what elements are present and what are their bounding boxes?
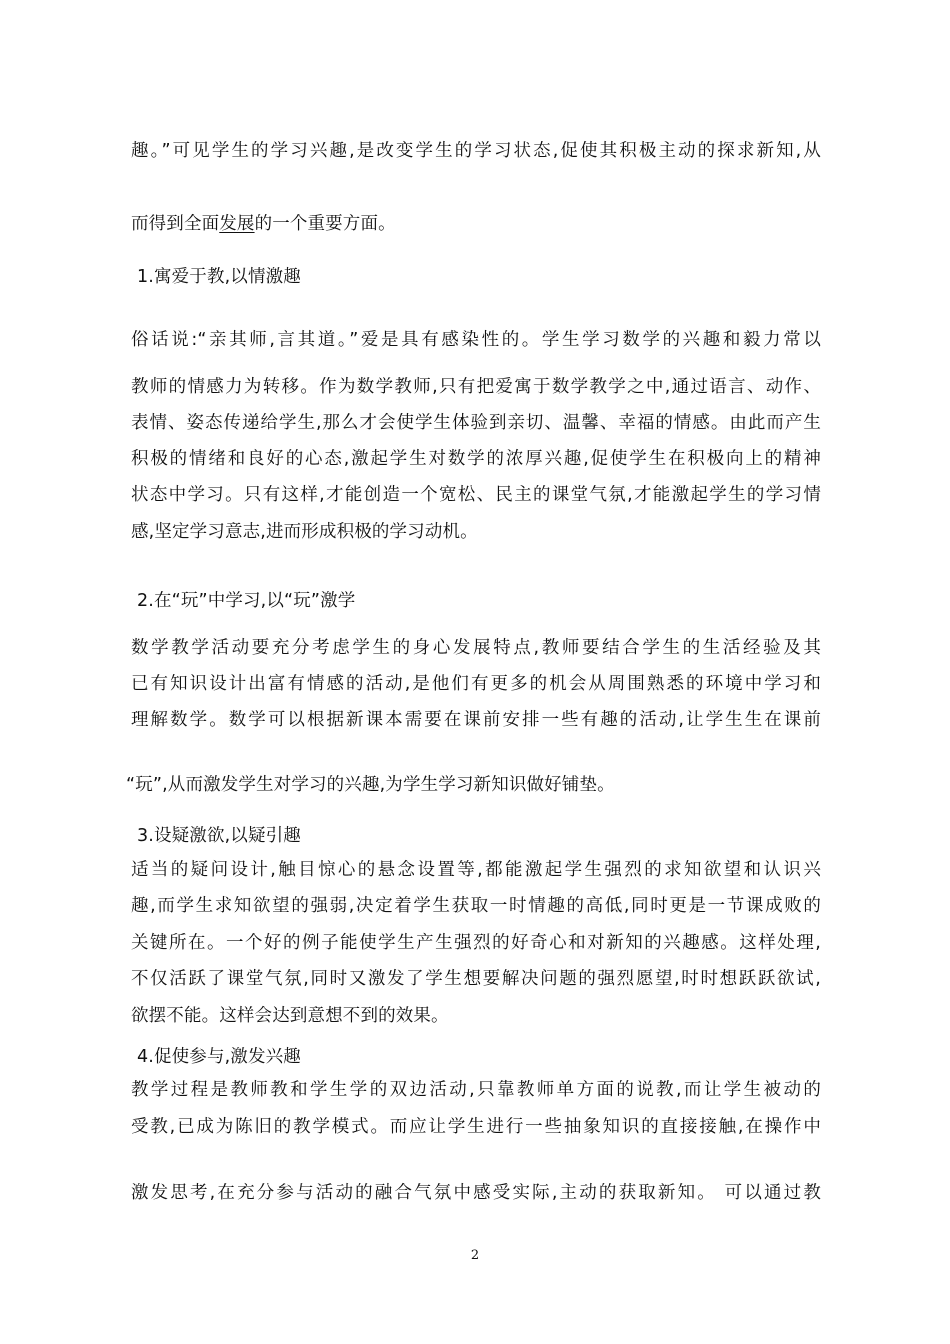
text-line: 关键所在。一个好的例子能使学生产生强烈的好奇心和对新知的兴趣感。这样处理, xyxy=(131,933,821,953)
section-heading-2: 2.在“玩”中学习,以“玩”激学 xyxy=(137,591,356,611)
text-line: 数学教学活动要充分考虑学生的身心发展特点,教师要结合学生的生活经验及其 xyxy=(131,638,821,658)
text-line: 适当的疑问设计,触目惊心的悬念设置等,都能激起学生强烈的求知欲望和认识兴 xyxy=(131,860,821,880)
text-line: 理解数学。数学可以根据新课本需要在课前安排一些有趣的活动,让学生生在课前 xyxy=(131,710,821,730)
text-line: 俗话说:“亲其师,言其道。”爱是具有感染性的。学生学习数学的兴趣和毅力常以 xyxy=(131,330,821,350)
section-heading-3: 3.设疑激欲,以疑引趣 xyxy=(137,826,301,846)
underlined-word: 发展 xyxy=(219,214,255,234)
text-line: 不仅活跃了课堂气氛,同时又激发了学生想要解决问题的强烈愿望,时时想跃跃欲试, xyxy=(131,969,821,989)
text-line: 激发思考,在充分参与活动的融合气氛中感受实际,主动的获取新知。 可以通过教 xyxy=(131,1183,821,1203)
section-heading-1: 1.寓爱于教,以情激趣 xyxy=(137,267,301,287)
text-line xyxy=(131,212,396,236)
text-line: 感,坚定学习意志,进而形成积极的学习动机。 xyxy=(131,522,478,542)
text-line: 已有知识设计出富有情感的活动,是他们有更多的机会从周围熟悉的环境中学习和 xyxy=(131,674,821,694)
text-line: 教学过程是教师教和学生学的双边活动,只靠教师单方面的说教,而让学生被动的 xyxy=(131,1080,821,1100)
section-heading-4: 4.促使参与,激发兴趣 xyxy=(137,1047,301,1067)
text-line: 表情、姿态传递给学生,那么才会使学生体验到亲切、温馨、幸福的情感。由此而产生 xyxy=(131,413,821,433)
text-line: “玩”,从而激发学生对学习的兴趣,为学生学习新知识做好铺垫。 xyxy=(126,775,615,795)
text-line: 趣。”可见学生的学习兴趣,是改变学生的学习状态,促使其积极主动的探求新知,从 xyxy=(131,141,821,161)
text-line: 欲摆不能。这样会达到意想不到的效果。 xyxy=(131,1006,449,1026)
text-span: 的一个重要方面。 xyxy=(254,214,396,234)
text-line: 教师的情感力为转移。作为数学教师,只有把爱寓于数学教学之中,通过语言、动作、 xyxy=(131,377,821,397)
text-line: 状态中学习。只有这样,才能创造一个宽松、民主的课堂气氛,才能激起学生的学习情 xyxy=(131,485,821,505)
text-span: 而得到全面 xyxy=(131,214,220,234)
text-line: 趣,而学生求知欲望的强弱,决定着学生获取一时情趣的高低,同时更是一节课成败的 xyxy=(131,896,821,916)
page-number: 2 xyxy=(470,1248,480,1263)
text-line: 积极的情绪和良好的心态,激起学生对数学的浓厚兴趣,促使学生在积极向上的精神 xyxy=(131,449,821,469)
text-line: 受教,已成为陈旧的教学模式。而应让学生进行一些抽象知识的直接接触,在操作中 xyxy=(131,1117,821,1137)
